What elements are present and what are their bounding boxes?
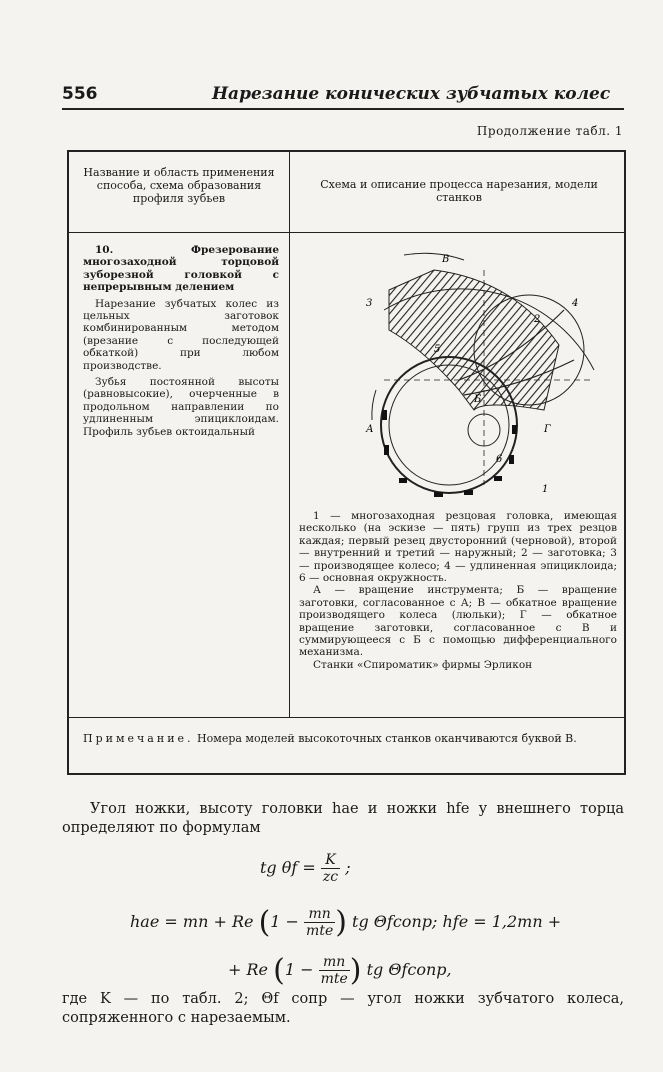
formula-3-numerator: mn (319, 954, 350, 971)
label-a: А (366, 424, 374, 435)
diagram-legend (299, 510, 617, 671)
formula-3: + Re (1 − $\frac{mn}{\text{mte}}$ ) tg Θfсопр, (228, 953, 452, 988)
body-intro (62, 800, 624, 838)
legend-para-2: А — вращение инструмента; Б — вращение заготовки, согласованное с А; В — обкатное вращение производящего колеса (люльки); Г — обкатное вращение заготовки, согласованное с В и суммирующееся с Б с помощью дифференциального механизма. (299, 584, 617, 659)
label-3: 3 (366, 298, 373, 309)
header-rule (62, 108, 624, 110)
rotation-arrow-a (372, 390, 376, 420)
table (67, 150, 626, 775)
formula-2: hae = mn + Re (1 − $\frac{mn}{\text{mte}}$ ) tg Θfсопр; hfe = 1,2mn + (130, 905, 562, 940)
label-6: 6 (496, 454, 503, 465)
formula-3-a: + Re (228, 960, 269, 979)
method-description (83, 244, 279, 442)
col1-header: Название и область применения способа, схема образования профиля зубьев (83, 166, 275, 205)
formula-1-denominator: zc (322, 869, 339, 885)
legend-para-1: 1 — многозаходная резцовая головка, имеющая несколько (на эскизе — пять) групп из трех резцов каждая; первый резец двусторонний (черновой), второй — внутренний и третий — наружный; 2 — заготовка; 3 — производящее колесо; 4 — удлиненная эпициклоида; 6 — основная окружность. (299, 510, 617, 585)
label-b: Б (474, 394, 482, 405)
label-v: В (442, 254, 450, 265)
table-note (83, 732, 611, 745)
workpiece-hatched (389, 270, 559, 410)
running-title: Нарезание конических зубчатых колес (212, 84, 611, 104)
formula-1-numerator: K (321, 852, 340, 869)
formula-1-fraction (321, 852, 340, 885)
label-g: Г (544, 424, 551, 435)
page-number: 556 (62, 84, 98, 104)
table-continuation-label: Продолжение табл. 1 (476, 124, 623, 138)
formula-3-b: tg Θfсопр, (366, 960, 452, 979)
page-header (62, 84, 624, 110)
legend-para-3: Станки «Спироматик» фирмы Эрликон (313, 658, 533, 671)
label-5: 5 (434, 344, 441, 355)
table-header-divider (69, 232, 624, 233)
table-note-divider (69, 717, 624, 718)
formula-2-denominator: mte (306, 923, 334, 939)
cutting-scheme-diagram (364, 250, 604, 500)
label-4: 4 (572, 298, 579, 309)
formula-2-b: tg Θfсопр; hfe = 1,2mn + (352, 912, 562, 931)
rotation-arrow-v (404, 253, 464, 260)
col2-header: Схема и описание процесса нарезания, модели станков (320, 178, 598, 204)
formula-2-fraction (304, 906, 335, 939)
method-para-2: Зубья постоянной высоты (равновысокие), очерченные в продольном направлении по удлиненным эпициклоидам. Профиль зубьев октоидальный (83, 376, 279, 438)
table-column-divider (289, 152, 290, 717)
formula-3-denominator: mte (320, 971, 348, 987)
method-title: 10. Фрезерование многозаходной торцовой зуборезной головкой с непрерывным делением (83, 244, 279, 294)
body-where (62, 990, 624, 1028)
body-intro-text: Угол ножки, высоту головки hae и ножки hfe у внешнего торца определяют по формулам (62, 801, 624, 836)
method-para-1: Нарезание зубчатых колес из цельных заготовок комбинированным методом (врезание с последующей обкаткой) при любом производстве. (83, 297, 279, 372)
label-2: 2 (534, 314, 541, 325)
note-label: Примечание. (83, 732, 194, 745)
note-text: Номера моделей высокоточных станков оканчиваются буквой В. (197, 732, 577, 745)
formula-1 (260, 852, 351, 885)
formula-1-lhs: tg θf = (260, 858, 316, 877)
formula-2-a: hae = mn + Re (130, 912, 254, 931)
body-where-text: где K — по табл. 2; Θf сопр — угол ножки зубчатого колеса, сопряженного с нарезаемым. (62, 991, 624, 1026)
label-1: 1 (542, 484, 549, 495)
formula-2-numerator: mn (304, 906, 335, 923)
formula-3-fraction (319, 954, 350, 987)
formula-1-tail: ; (345, 858, 351, 877)
